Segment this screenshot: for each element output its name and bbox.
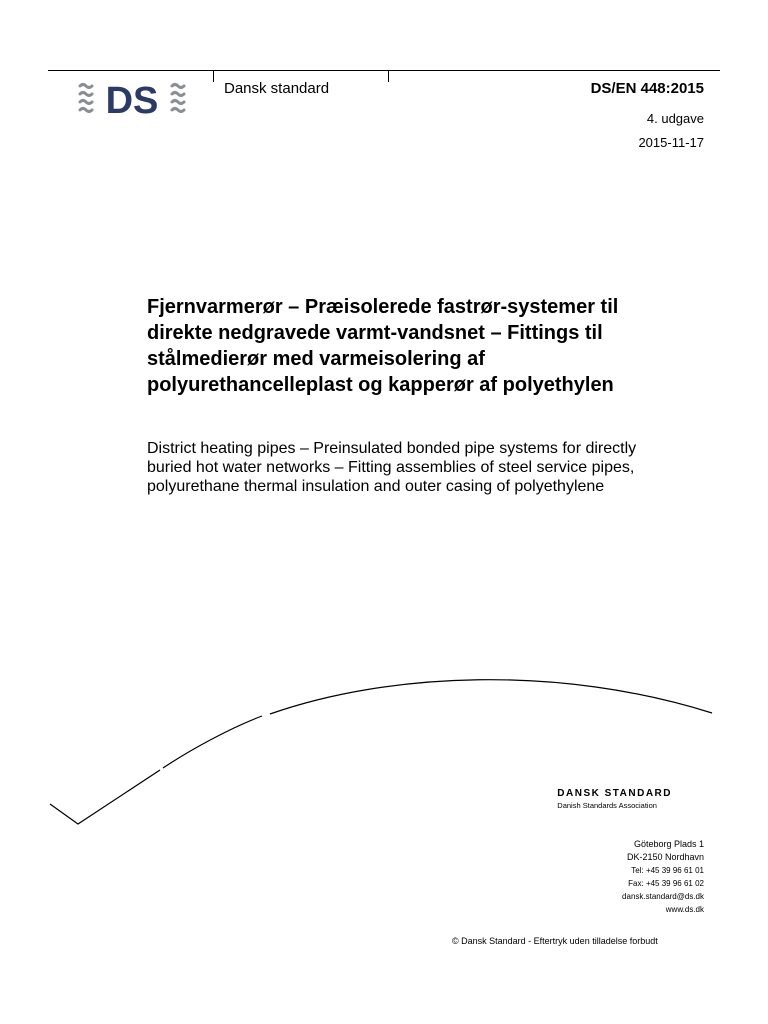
header-rule-tick <box>388 70 389 82</box>
logo-text: DS <box>105 80 159 116</box>
publication-date: 2015-11-17 <box>638 135 704 150</box>
header-rule-tick <box>213 70 214 82</box>
organization-name: DANSK STANDARD <box>557 788 672 799</box>
contact-block <box>622 838 704 916</box>
web-link[interactable]: www.ds.dk <box>665 905 704 914</box>
ds-logo <box>78 80 188 116</box>
fax: Fax: +45 39 96 61 02 <box>628 879 704 888</box>
title-danish: Fjernvarmerør – Præisolerede fastrør-systemer til direkte nedgravede varmt-vandsnet – Fittings til stålmedierør med varmeisolering af polyurethancelleplast og kapperør af polyethylen <box>147 296 619 396</box>
address-line-2: DK-2150 Nordhavn <box>626 852 704 862</box>
copyright-notice: © Dansk Standard - Eftertryk uden tilladelse forbudt <box>452 936 658 946</box>
email-link[interactable]: dansk.standard@ds.dk <box>622 892 704 901</box>
address-line-1: Göteborg Plads 1 <box>633 839 704 849</box>
header-rule <box>48 70 720 71</box>
brand-text: Dansk standard <box>224 80 330 97</box>
organization-block <box>557 788 672 810</box>
organization-subtitle: Danish Standards Association <box>557 801 657 810</box>
phone: Tel: +45 39 96 61 01 <box>631 866 704 875</box>
title-english: District heating pipes – Preinsulated bonded pipe systems for directly buried hot water networks – Fitting assemblies of steel service pipes, polyurethane thermal insulation and outer casing of polyethylene <box>147 440 637 495</box>
edition: 4. udgave <box>646 111 704 126</box>
standard-number: DS/EN 448:2015 <box>590 80 704 97</box>
